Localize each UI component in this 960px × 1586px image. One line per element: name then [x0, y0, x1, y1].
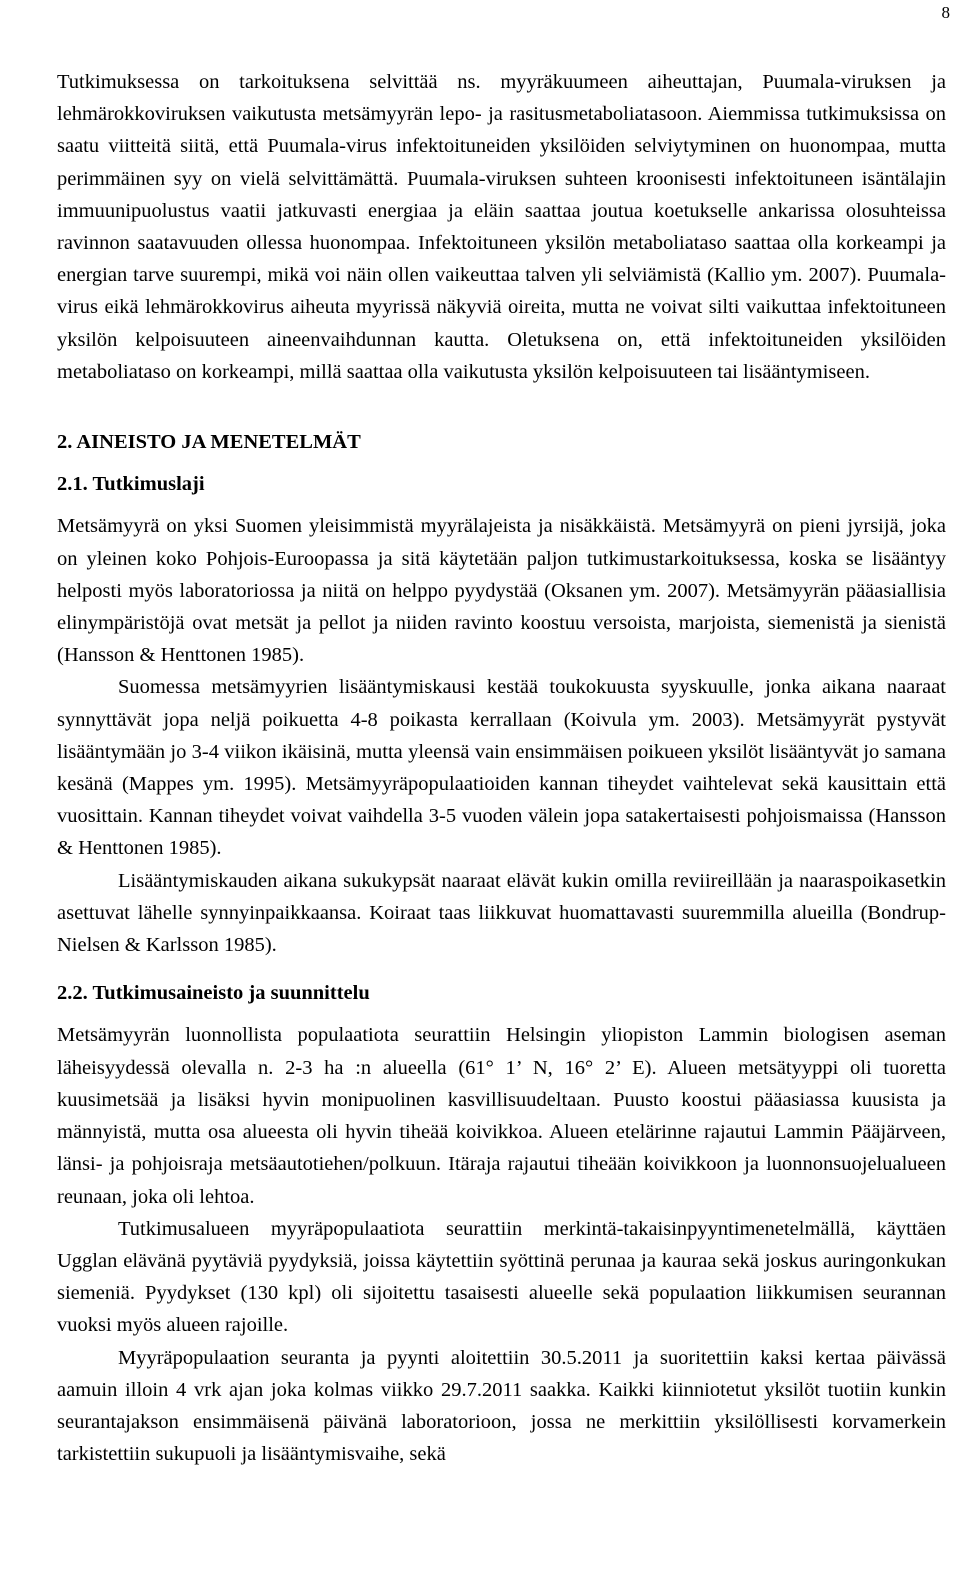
- page-number: 8: [941, 3, 950, 22]
- paragraph-material-3: Myyräpopulaation seuranta ja pyynti aloitettiin 30.5.2011 ja suoritettiin kaksi kertaa päivässä aamuin illoin 4 vrk ajan joka kolmas viikko 29.7.2011 saakka. Kaikki kiinniotetut yksilöt tuotiin kunkin seurantajakson ensimmäisenä päivänä laboratorioon, jossa ne merkittiin yksilöllisesti korvamerkein tarkistettiin sukupuoli ja lisääntymisvaihe, sekä: [57, 1346, 946, 1466]
- intro-paragraph: Tutkimuksessa on tarkoituksena selvittää ns. myyräkuumeen aiheuttajan, Puumala-viruksen ja lehmärokkoviruksen vaikutusta metsämyyrän lepo- ja rasitusmetaboliatasoon. Aiemmissa tutkimuksissa on saatu viitteitä siitä, että Puumala-virus infektoituneiden yksilöiden selviytyminen on huonompaa, mutta perimmäinen syy on vielä selvittämättä. Puumala-viruksen suhteen kroonisesti infektoituneen isäntälajin immuunipuolustus vaatii jatkuvasti energiaa ja eläin saattaa joutua koetukselle ankarissa olosuhteissa ravinnon saatavuuden ollessa huonompaa. Infektoituneen yksilön metaboliataso saattaa olla korkeampi ja energian tarve suurempi, mikä voi näin ollen vaikeuttaa talven yli selviämistä (Kallio ym. 2007). Puumala-virus eikä lehmärokkovirus aiheuta myyrissä näkyviä oireita, mutta ne voivat silti vaikuttaa infektoituneen yksilön kelpoisuuteen aineenvaihdunnan kautta. Oletuksena on, että infektoituneiden yksilöiden metaboliataso on korkeampi, millä saattaa olla vaikutusta yksilön kelpoisuuteen tai lisääntymiseen.: [57, 71, 946, 383]
- section-heading-methods: 2. AINEISTO JA MENETELMÄT: [57, 431, 361, 454]
- paragraph-material-2: Tutkimusalueen myyräpopulaatiota seurattiin merkintä-takaisinpyyntimenetelmällä, käyttäen Ugglan elävänä pyytäviä pyydyksiä, joissa käytettiin syöttinä perunaa ja kauraa sekä joskus auringonkukan siemeniä. Pyydykset (130 kpl) oli sijoitettu tasaisesti alueelle sekä populaation liikkumisen seurannan vuoksi myös alueen rajoille.: [57, 1217, 946, 1337]
- paragraph-species-1: Metsämyyrä on yksi Suomen yleisimmistä myyrälajeista ja nisäkkäistä. Metsämyyrä on pieni jyrsijä, joka on yleinen koko Pohjois-Euroopassa ja sitä käytetään paljon tutkimustarkoituksessa, koska se lisääntyy helposti myös laboratoriossa ja niitä on helppo pyydystää (Oksanen ym. 2007). Metsämyyrän pääasiallisia elinympäristöjä ovat metsät ja pellot ja niiden ravinto koostuu versoista, marjoista, siemenistä ja sienistä (Hansson & Henttonen 1985).: [57, 515, 946, 667]
- paragraph-species-2: Suomessa metsämyyrien lisääntymiskausi kestää toukokuusta syyskuulle, jonka aikana naaraat synnyttävät jopa neljä poikuetta 4-8 poikasta kerrallaan (Koivula ym. 2003). Metsämyyrät pystyvät lisääntymään jo 3-4 viikon ikäisinä, mutta yleensä vain ensimmäisen poikueen yksilöt lisääntyvät jo samana kesänä (Mappes ym. 1995). Metsämyyräpopulaatioiden kannan tiheydet vaihtelevat sekä kausittain että vuosittain. Kannan tiheydet voivat vaihdella 3-5 vuoden välein jopa satakertaisesti pohjoismaissa (Hansson & Henttonen 1985).: [57, 676, 946, 860]
- subsection-heading-material-design: 2.2. Tutkimusaineisto ja suunnittelu: [57, 982, 370, 1005]
- document-body: [57, 66, 946, 1470]
- paragraph-material-1: Metsämyyrän luonnollista populaatiota seurattiin Helsingin yliopiston Lammin biologisen aseman läheisyydessä olevalla n. 2-3 ha :n alueella (61° 1’ N, 16° 2’ E). Alueen metsätyyppi oli tuoretta kuusimetsää ja lisäksi hyvin monipuolinen kasvillisuudeltaan. Puusto koostui pääasiassa kuusista ja männyistä, mutta osa alueesta oli hyvin tiheää koivikkoa. Alueen etelärinne rajautui Lammin Pääjärveen, länsi- ja pohjoisraja metsäautotiehen/polkuun. Itäraja rajautui tiheään koivikkoon ja luonnonsuojelualueen reunaan, joka oli lehtoa.: [57, 1024, 946, 1208]
- paragraph-species-3: Lisääntymiskauden aikana sukukypsät naaraat elävät kukin omilla reviireillään ja naaraspoikasetkin asettuvat lähelle synnyinpaikkaansa. Koiraat taas liikkuvat huomattavasti suuremmilla alueilla (Bondrup-Nielsen & Karlsson 1985).: [57, 869, 946, 957]
- subsection-heading-study-species: 2.1. Tutkimuslaji: [57, 473, 205, 496]
